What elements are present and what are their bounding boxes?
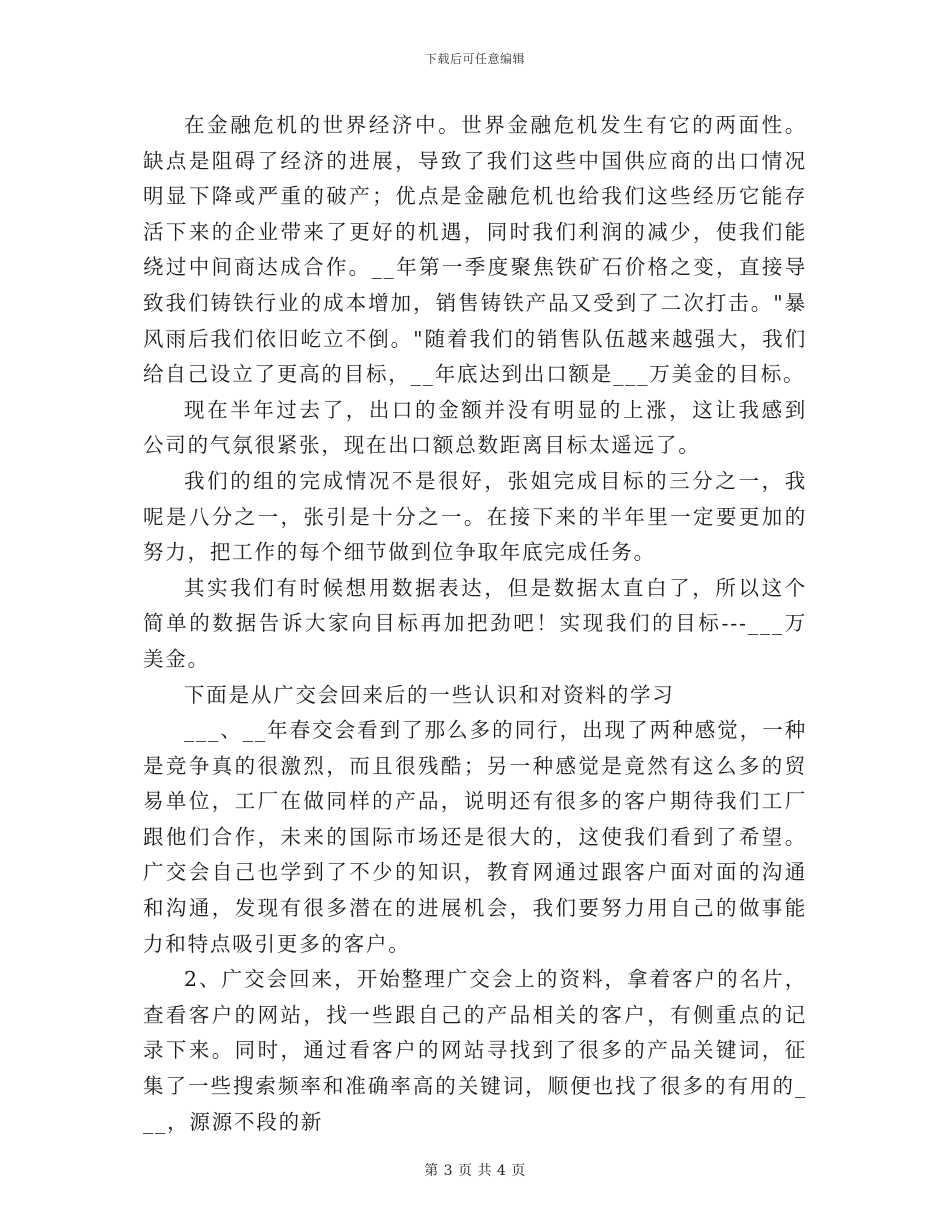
page-header: 下载后可任意编辑: [424, 52, 525, 66]
paragraph-financial-crisis: 在金融危机的世界经济中。世界金融危机发生有它的两面性。缺点是阻碍了经济的进展，导致了我们这些中国供应商的出口情况明显下降或严重的破产；优点是金融危机也给我们这些经历它能存活下来的企业带来了更好的机遇，同时我们利润的减少，使我们能绕过中间商达成合作。__年第一季度聚焦铁矿石价格之变，直接导致我们铸铁行业的成本增加，销售铸铁产品又受到了二次打击。"暴风雨后我们依旧屹立不倒。"随着我们的销售队伍越来越强大，我们给自己设立了更高的目标，__年底达到出口额是___万美金的目标。: [143, 113, 807, 387]
paragraph-team-progress: 我们的组的完成情况不是很好，张姐完成目标的三分之一，我呢是八分之一，张引是十分之一。在接下来的半年里一定要更加的努力，把工作的每个细节做到位争取年底完成任务。: [143, 468, 807, 565]
page-footer: 第 3 页 共 4 页: [424, 1163, 526, 1179]
paragraph-half-year: 现在半年过去了，出口的金额并没有明显的上涨，这让我感到公司的气氛很紧张，现在出口额总数距离目标太遥远了。: [143, 397, 807, 458]
paragraph-canton-fair-intro: 下面是从广交会回来后的一些认识和对资料的学习: [184, 682, 675, 707]
document-body: [143, 108, 807, 1140]
paragraph-spring-fair: ___、__年春交会看到了那么多的同行，出现了两种感觉，一种是竞争真的很激烈，而且很残酷；另一种感觉是竟然有这么多的贸易单位，工厂在做同样的产品，说明还有很多的客户期待我们工厂跟他们合作，未来的国际市场还是很大的，这使我们看到了希望。广交会自己也学到了不少的知识，教育网通过跟客户面对面的沟通和沟通，发现有很多潜在的进展机会，我们要努力用自己的做事能力和特点吸引更多的客户。: [143, 718, 807, 956]
paragraph-data-goal: 其实我们有时候想用数据表达，但是数据太直白了，所以这个简单的数据告诉大家向目标再加把劲吧！实现我们的目标---___万美金。: [143, 575, 807, 671]
paragraph-after-fair: 2、广交会回来，开始整理广交会上的资料，拿着客户的名片，查看客户的网站，找一些跟自己的产品相关的客户，有侧重点的记录下来。同时，通过看客户的网站寻找到了很多的产品关键词，征集了一些搜索频率和准确率高的关键词，顺便也找了很多的有用的___，源源不段的新: [143, 967, 807, 1134]
